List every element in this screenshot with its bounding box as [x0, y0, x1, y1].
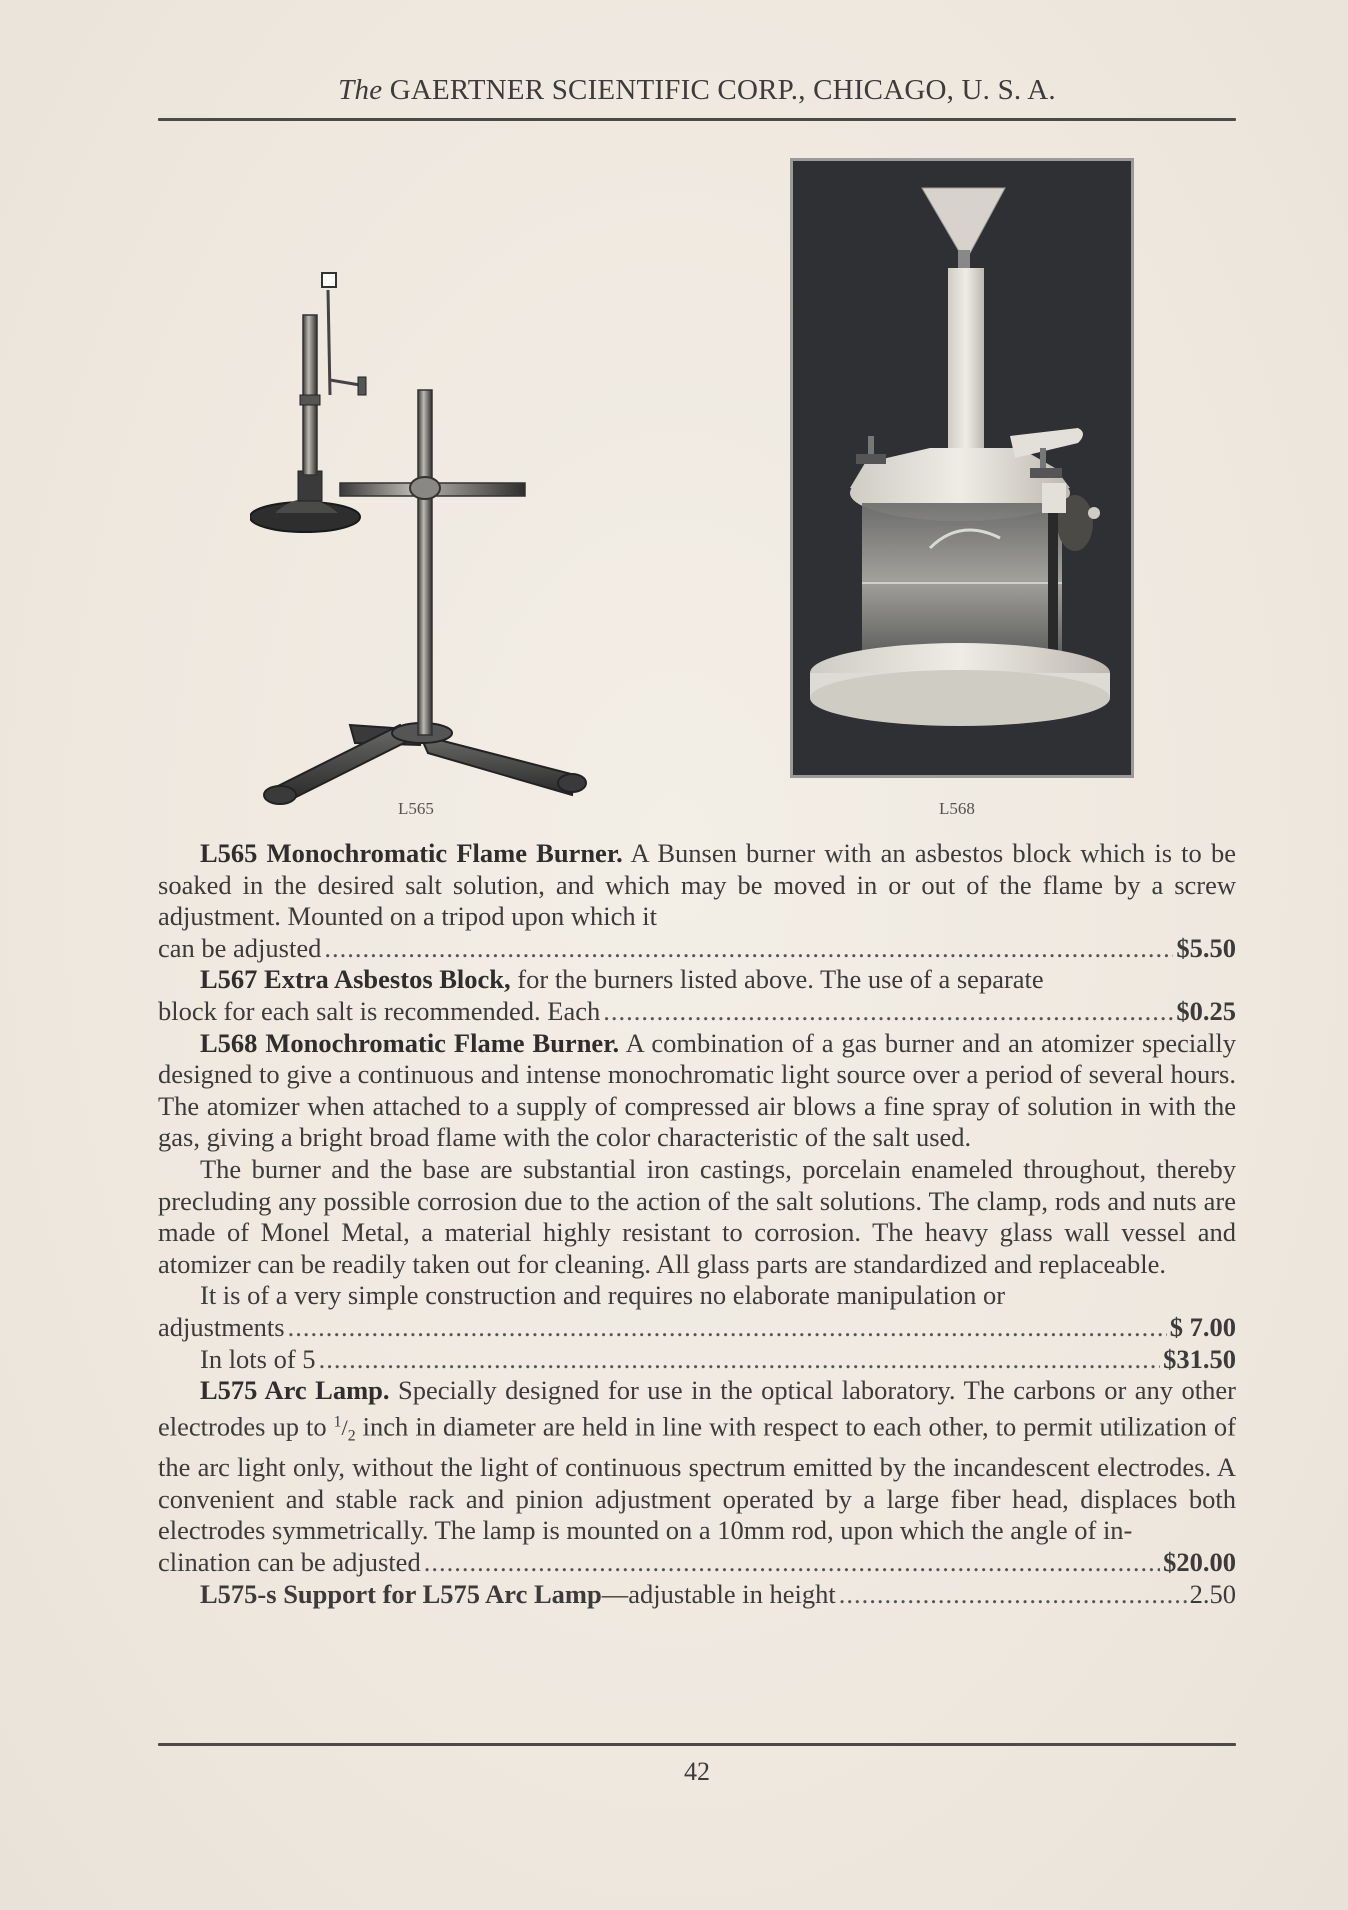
entry-l575-price-line — [158, 1547, 1236, 1579]
entry-l568-para3: It is of a very simple construction and requires no elaborate manipulation or — [200, 1280, 1006, 1311]
leader-dots — [288, 1312, 1167, 1344]
entry-l575s-line — [158, 1579, 1236, 1611]
entry-l567-price-line — [158, 996, 1236, 1028]
entry-l575s-title: L575-s Support for L575 Arc Lamp — [200, 1578, 602, 1609]
leader-dots — [319, 1344, 1161, 1376]
entry-l575-text-a: Specially designed for use in the optical laboratory. The carbons or any other electrodes up to — [158, 1375, 1237, 1442]
entry-l575-text-b: inch in diameter are held in line with respect to each other, to permit utilization of the arc light only, without the light of continuous spectrum emitted by the incandescent electrodes. A convenient and stable rack and pinion adjustment operated by a large fiber head, displaces both electrodes symmetrically. The lamp is mounted on a 10mm rod, upon which the angle of in- — [158, 1411, 1236, 1546]
flame-burner-photo — [790, 158, 1134, 778]
entry-l568-para2: The burner and the base are substantial iron castings, porcelain enameled throughout, thereby precluding any possible corrosion due to the action of the salt solutions. The clamp, rods and nuts are made of Monel Metal, a material highly resistant to corrosion. The heavy glass wall vessel and atomizer can be readily taken out for cleaning. All glass parts are standardized and replaceable. — [158, 1153, 1236, 1279]
entry-l575-lead: clination can be adjusted — [158, 1547, 421, 1578]
entry-l568-text: A combination of a gas burner and an atomizer specially designed to give a continuous and intense monochromatic light source over a period of several hours. The atomizer when attached to a supply of compressed air blows a fine spray of solution in with the gas, giving a bright broad flame with the color characteristic of the salt used. — [158, 1027, 1236, 1153]
leader-dots — [324, 933, 1173, 965]
entry-l565-text: A Bunsen burner with an asbestos block which is to be soaked in the desired salt solution, and which may be moved in or out of the flame by a screw adjustment. Mounted on a tripod upon which it — [158, 838, 1236, 932]
leader-dots — [424, 1547, 1160, 1579]
entry-l568 — [158, 1028, 1236, 1154]
entry-l568-price-line — [158, 1312, 1236, 1344]
entry-l567-title: L567 Extra Asbestos Block, — [200, 964, 511, 995]
entry-l568-lots-price: $31.50 — [1163, 1343, 1236, 1374]
burner-tripod-drawing — [250, 255, 590, 805]
entry-l568-lots-lead: In lots of 5 — [200, 1343, 316, 1374]
figure-caption-l565: L565 — [398, 799, 434, 818]
entry-l575 — [158, 1375, 1236, 1547]
entry-l565-price-line — [158, 933, 1236, 965]
entry-l565-price: $5.50 — [1176, 932, 1236, 963]
page-number: 42 — [684, 1757, 710, 1786]
figure-caption-l568: L568 — [939, 799, 975, 818]
entry-l575s-text: —adjustable in height — [601, 1578, 836, 1609]
header-company: GAERTNER SCIENTIFIC CORP., CHICAGO, U. S. A. — [389, 74, 1056, 106]
entry-l568-title: L568 Monochromatic Flame Burner. — [200, 1027, 620, 1058]
entry-l565 — [158, 838, 1236, 933]
entry-l565-title: L565 Monochromatic Flame Burner. — [200, 838, 623, 868]
leader-dots — [839, 1579, 1187, 1611]
fraction-numerator: 1 — [333, 1413, 342, 1431]
entry-l567-text: for the burners listed above. The use of a separate — [517, 964, 1044, 995]
entry-l567-price: $0.25 — [1176, 995, 1236, 1026]
entry-l565-lead: can be adjusted — [158, 932, 322, 963]
fraction-half: $^1/_2$ — [333, 1413, 356, 1445]
footer-rule — [158, 1743, 1236, 1746]
entry-l575-title: L575 Arc Lamp. — [200, 1375, 390, 1406]
entry-l575s-price: 2.50 — [1189, 1578, 1236, 1609]
header-rule — [158, 118, 1236, 121]
entry-l567 — [158, 964, 1236, 996]
fraction-denominator: 2 — [347, 1427, 356, 1445]
entry-l575-price: $20.00 — [1163, 1547, 1236, 1578]
figure-l565-illustration — [250, 255, 590, 805]
leader-dots — [603, 996, 1173, 1028]
entry-l567-lead: block for each salt is recommended. Each — [158, 995, 601, 1026]
entry-l568-price: $ 7.00 — [1169, 1311, 1236, 1342]
figure-l568-photo — [790, 158, 1134, 778]
entry-l568-lots-line — [158, 1344, 1236, 1376]
header-the: The — [338, 74, 383, 106]
catalog-body — [158, 838, 1236, 1610]
entry-l575s-lead — [200, 1579, 836, 1611]
entry-l568-lead: adjustments — [158, 1311, 285, 1342]
running-header — [158, 74, 1236, 107]
